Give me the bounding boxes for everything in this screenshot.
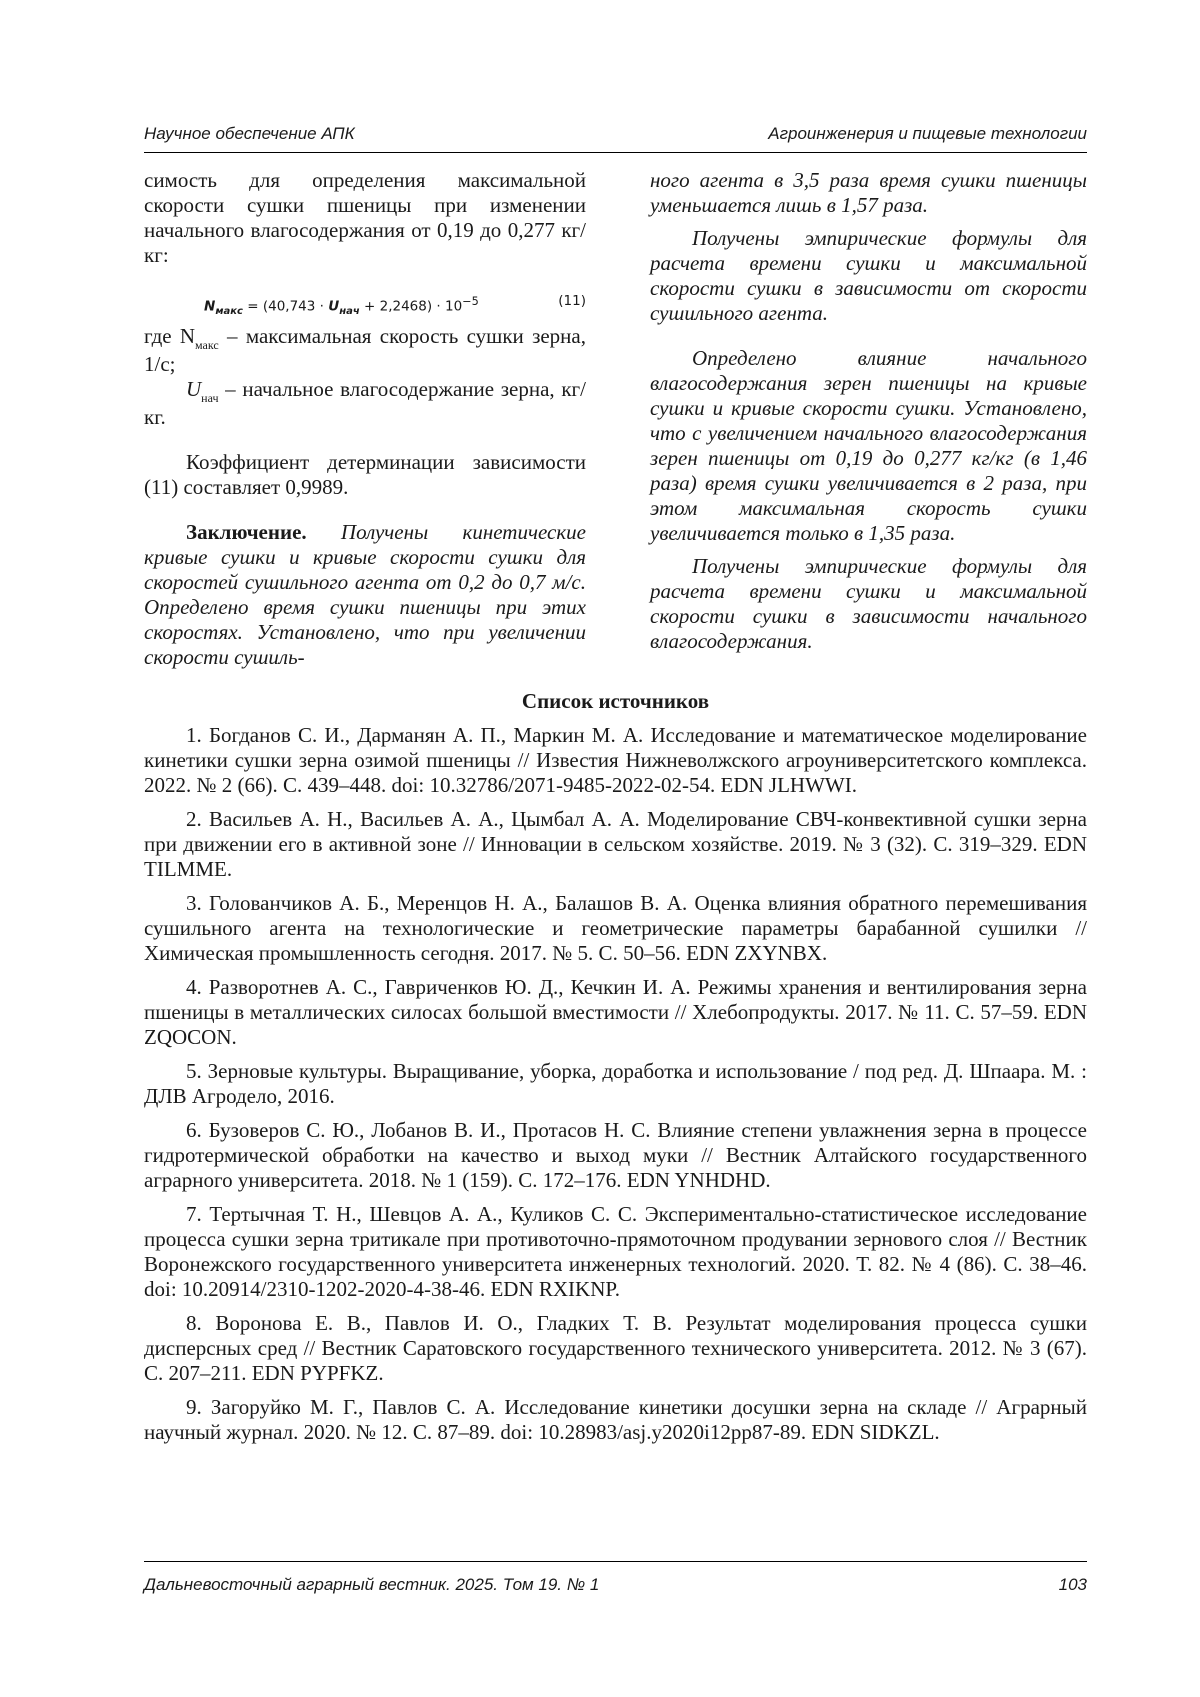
references-title: Список источников [521,689,710,713]
determination-paragraph: Коэффициент детерминации зависимости (11) составляет 0,9989. [144,450,586,499]
reference-item: 7. Тертычная Т. Н., Шевцов А. А., Куликов С. С. Экспериментально-статистическое исследование процесса сушки зерна тритикале при противоточно-прямоточном продувании зернового слоя // Вестник Воронежского государственного университета инженерных технологий. 2020. Т. 82. № 4 (86). С. 38–46. doi: 10.20914/2310-1202-2020-4-38-46. EDN RXIKNP. [144,1202,1087,1301]
formula-var: U [328,298,340,315]
formula-symbol-sub: макс [215,306,243,318]
running-footer [144,1575,1087,1595]
where-definition-n [144,324,586,377]
reference-item: 2. Васильев А. Н., Васильев А. А., Цымбал А. А. Моделирование СВЧ-конвективной сушки зерна при движении его в активной зоне // Инновации в сельском хозяйстве. 2019. № 3 (32). С. 319–329. EDN TILMME. [144,807,1087,881]
where-u-sub: нач [201,391,219,405]
formula-rhs-close: + 2,2468) · 10 [359,298,463,315]
page-number: 103 [1058,1575,1087,1594]
formula-symbol: N [204,298,216,315]
references-list [144,723,1087,1454]
reference-item: 3. Голованчиков А. Б., Меренцов Н. А., Балашов В. А. Оценка влияния обратного перемешивания сушильного агента на технологические и геометрические параметры барабанной сушилки // Химическая промышленность сегодня. 2017. № 5. С. 50–56. EDN ZXYNBX. [144,891,1087,965]
right-paragraph-continued: ного агента в 3,5 раза время сушки пшеницы уменьшается лишь в 1,57 раза. [650,168,1087,217]
left-column [144,168,586,670]
reference-item: 8. Воронова Е. В., Павлов И. О., Гладких Т. В. Результат моделирования процесса сушки дисперсных сред // Вестник Саратовского государственного технического университета. 2012. № 3 (67). С. 207–211. EDN PYPFKZ. [144,1311,1087,1385]
left-paragraph-continued: симость для определения максимальной скорости сушки пшеницы при изменении начального влагосодержания от 0,19 до 0,277 кг/кг: [144,168,586,267]
footer-journal: Дальневосточный аграрный вестник. 2025. Том 19. № 1 [144,1575,600,1594]
reference-item: 4. Разворотнев А. С., Гавриченков Ю. Д., Кечкин И. А. Режимы хранения и вентилирования зерна пшеницы в металлических силосах большой вместимости // Хлебопродукты. 2017. № 11. С. 57–59. EDN ZQOCON. [144,975,1087,1049]
formula-exponent: −5 [462,295,479,308]
running-header [144,124,1087,144]
header-rule [144,152,1087,153]
formula-11 [144,278,586,318]
conclusion-paragraph [144,520,586,670]
formula-rhs-open: = (40,743 · [242,298,329,315]
header-section-right: Агроинженерия и пищевые технологии [768,124,1087,143]
footer-rule [144,1561,1087,1562]
right-paragraph-moisture-influence: Определено влияние начального влагосодержания зерен пшеницы на кривые сушки и кривые скорости сушки. Установлено, что с увеличением начального влагосодержания зерен пшеницы от 0,19 до 0,277 кг/кг (в 1,46 раза) время сушки увеличивается в 2 раза, при этом максимальная скорость сушки увеличивается только в 1,35 раза. [650,346,1087,545]
formula-var-sub: нач [339,306,360,318]
reference-item: 5. Зерновые культуры. Выращивание, уборка, доработка и использование / под ред. Д. Шпаара. М. : ДЛВ Агродело, 2016. [144,1059,1087,1108]
conclusion-text: Получены кинетические кривые сушки и кривые скорости сушки для скоростей сушильного агента от 0,2 до 0,7 м/с. Определено время сушки пшеницы при этих скоростях. Установлено, что при увеличении скорости сушиль- [144,520,586,669]
where-u-prefix: U [186,377,202,401]
reference-item: 9. Загоруйко М. Г., Павлов С. А. Исследование кинетики досушки зерна на складе // Аграрный научный журнал. 2020. № 12. С. 87–89. doi: 10.28983/asj.y2020i12pp87-89. EDN SIDKZL. [144,1395,1087,1444]
right-paragraph-formulas-agent: Получены эмпирические формулы для расчета времени сушки и максимальной скорости сушки в зависимости от скорости сушильного агента. [650,226,1087,325]
where-definition-u [144,377,586,430]
right-column [650,168,1087,654]
header-section-left: Научное обеспечение АПК [144,124,355,143]
where-n-prefix: где N [144,324,196,348]
right-paragraph-formulas-moisture: Получены эмпирические формулы для расчета времени сушки и максимальной скорости сушки в зависимости начального влагосодержания. [650,554,1087,653]
conclusion-label: Заключение. [186,520,307,544]
reference-item: 1. Богданов С. И., Дарманян А. П., Маркин М. А. Исследование и математическое моделирование кинетики сушки зерна озимой пшеницы // Известия Нижневолжского агроуниверситетского комплекса. 2022. № 2 (66). С. 439–448. doi: 10.32786/2071-9485-2022-02-54. EDN JLHWWI. [144,723,1087,797]
where-n-sub: макс [195,338,219,352]
where-u-text: – начальное влагосодержание зерна, кг/кг. [144,377,586,429]
formula-number: (11) [558,293,586,309]
formula-expression [204,289,479,324]
reference-item: 6. Бузоверов С. Ю., Лобанов В. И., Протасов Н. С. Влияние степени увлажнения зерна в процессе гидротермической обработки на качество и выход муки // Вестник Алтайского государственного аграрного университета. 2018. № 1 (159). С. 172–176. EDN YNHDHD. [144,1118,1087,1192]
where-n-text: – максимальная скорость сушки зерна, 1/с; [144,324,586,376]
